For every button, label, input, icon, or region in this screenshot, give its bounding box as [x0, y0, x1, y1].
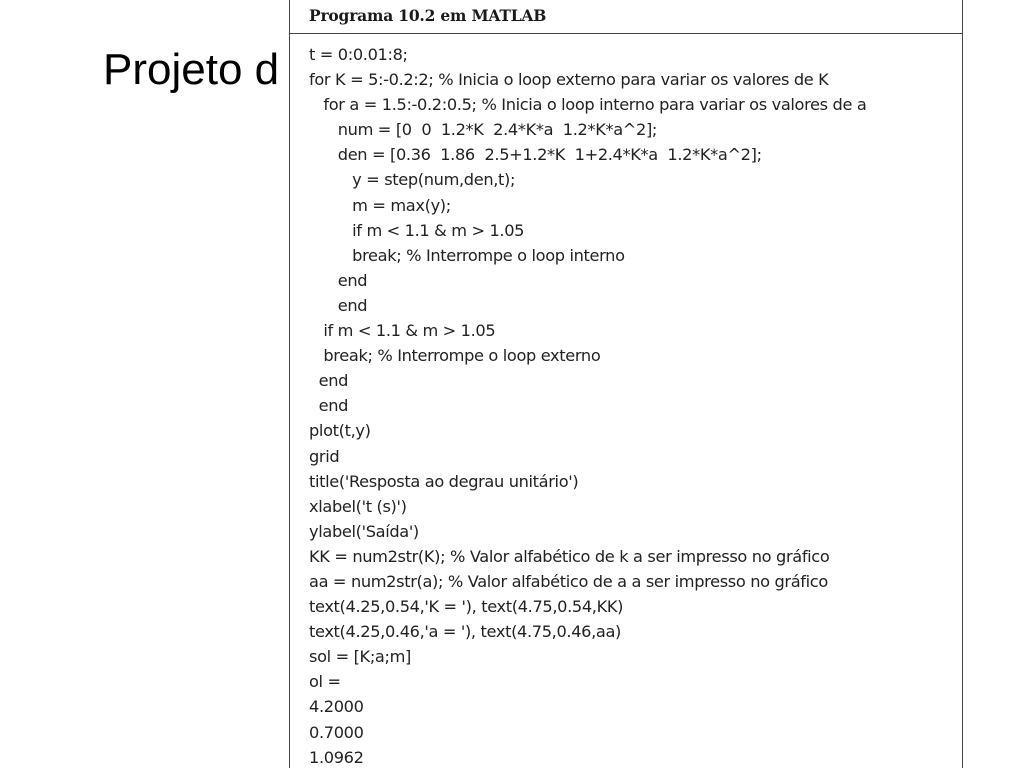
code-line: for K = 5:-0.2:2; % Inicia o loop externo para variar os valores de K — [309, 70, 829, 90]
code-line: aa = num2str(a); % Valor alfabético de a a ser impresso no gráfico — [309, 571, 828, 591]
code-line: 1.0962 — [309, 747, 364, 767]
code-line: text(4.25,0.46,'a = '), text(4.75,0.46,aa) — [309, 622, 622, 642]
code-line: num = [0 0 1.2*K 2.4*K*a 1.2*K*a^2]; — [309, 120, 658, 140]
code-line: 0.7000 — [309, 722, 364, 742]
code-line: end — [309, 295, 368, 315]
code-line: xlabel('t (s)') — [309, 496, 407, 516]
panel-title: Programa 10.2 em MATLAB — [309, 6, 547, 25]
code-line: KK = num2str(K); % Valor alfabético de k a ser impresso no gráfico — [309, 546, 830, 566]
code-line: m = max(y); — [309, 195, 451, 215]
code-line: sol = [K;a;m] — [309, 647, 411, 667]
code-line: title('Resposta ao degrau unitário') — [309, 471, 579, 491]
code-listing-panel — [289, 0, 963, 768]
code-line: 4.2000 — [309, 697, 364, 717]
code-line: t = 0:0.01:8; — [309, 45, 408, 64]
code-line: for a = 1.5:-0.2:0.5; % Inicia o loop interno para variar os valores de a — [309, 95, 867, 115]
code-line: if m < 1.1 & m > 1.05 — [309, 220, 525, 240]
code-line: end — [309, 396, 349, 416]
code-line: grid — [309, 446, 340, 466]
code-line: end — [309, 371, 349, 391]
slide-title: Projeto d — [103, 45, 280, 94]
code-line: ylabel('Saída') — [309, 521, 419, 541]
code-line: y = step(num,den,t); — [309, 170, 516, 190]
code-line: end — [309, 270, 368, 290]
code-line: text(4.25,0.54,'K = '), text(4.75,0.54,KK) — [309, 597, 624, 617]
code-line: plot(t,y) — [309, 421, 371, 441]
code-line: break; % Interrompe o loop externo — [309, 346, 601, 366]
code-line: ol = — [309, 672, 341, 692]
code-lines — [309, 42, 866, 768]
code-line: if m < 1.1 & m > 1.05 — [309, 321, 496, 341]
panel-header — [290, 0, 962, 34]
code-line: break; % Interrompe o loop interno — [309, 245, 625, 265]
code-line: den = [0.36 1.86 2.5+1.2*K 1+2.4*K*a 1.2*K*a^2]; — [309, 145, 762, 165]
